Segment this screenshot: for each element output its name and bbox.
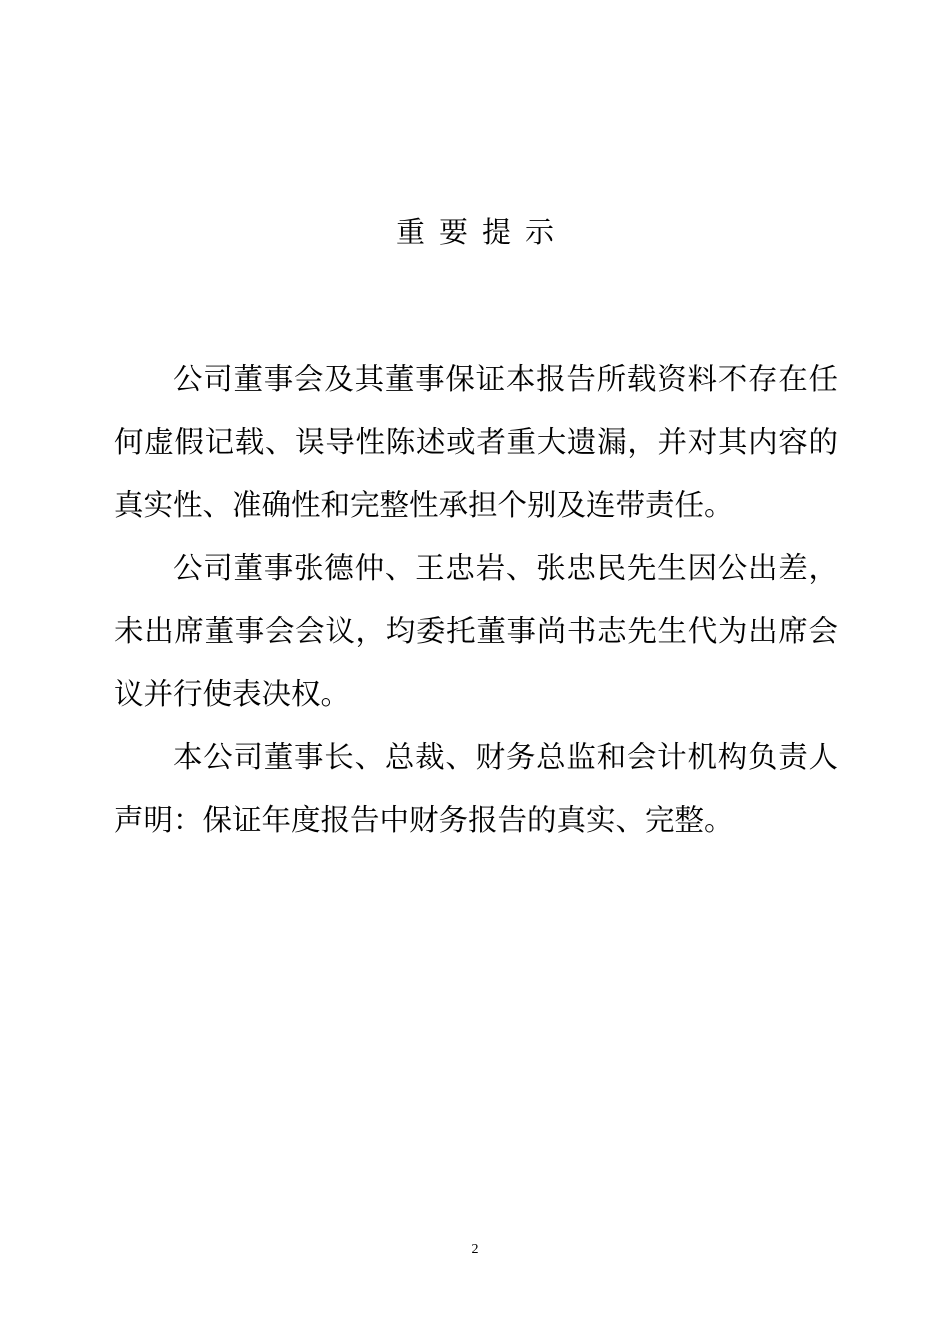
page-title: 重要提示 (395, 215, 568, 249)
paragraph-management-statement: 本公司董事长、总裁、财务总监和会计机构负责人声明：保证年度报告中财务报告的真实、完整。 (114, 740, 838, 837)
paragraph-board-guarantee: 公司董事会及其董事保证本报告所载资料不存在任何虚假记载、误导性陈述或者重大遗漏，并对其内容的真实性、准确性和完整性承担个别及连带责任。 (114, 362, 838, 522)
paragraph-absent-directors: 公司董事张德仲、王忠岩、张忠民先生因公出差，未出席董事会会议，均委托董事尚书志先生代为出席会议并行使表决权。 (114, 551, 838, 711)
page-number: 2 (471, 1242, 479, 1257)
notice-body (114, 348, 838, 852)
